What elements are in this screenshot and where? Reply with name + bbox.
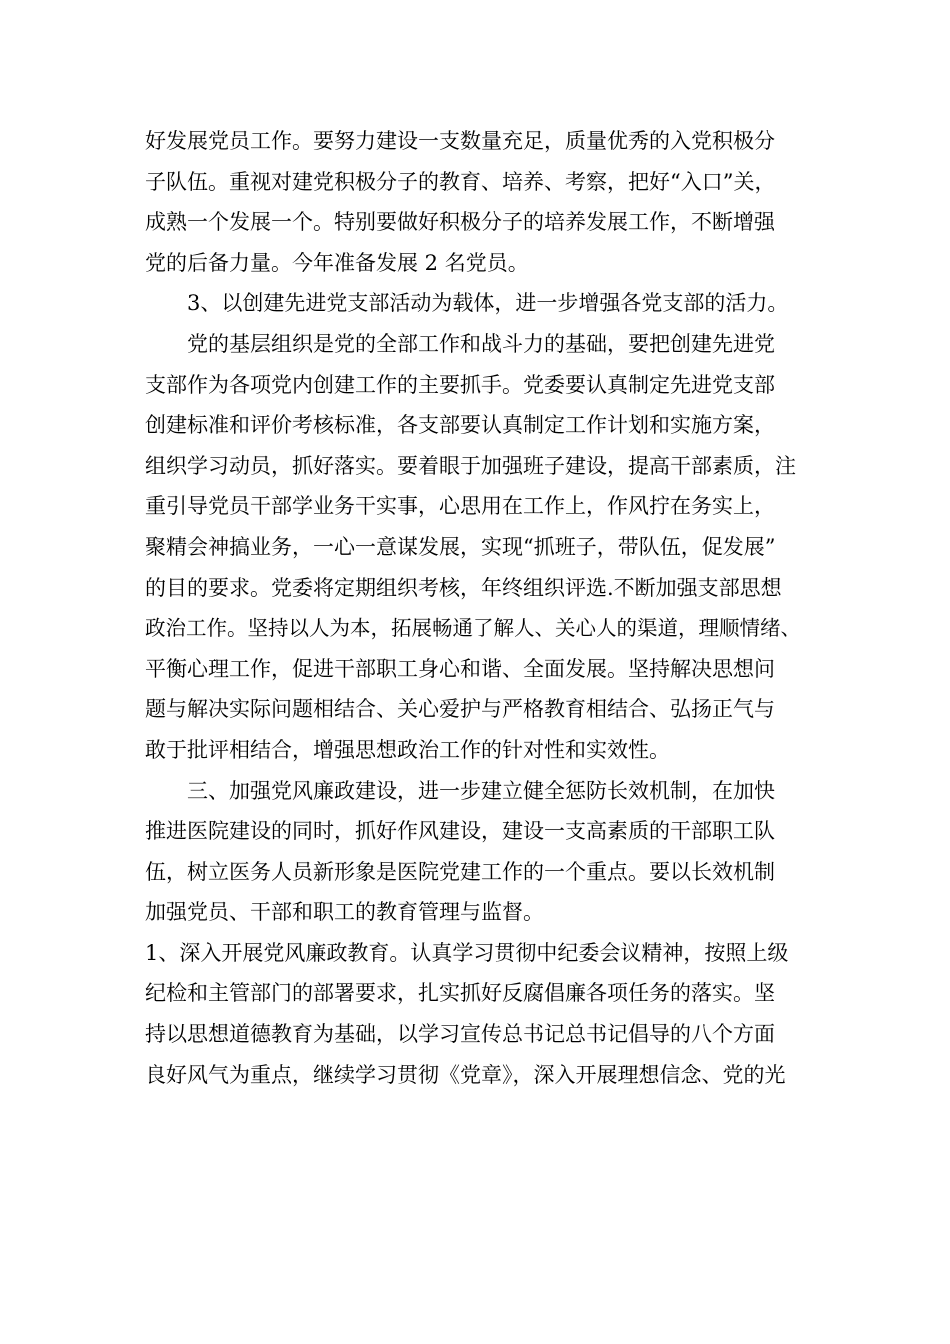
text-line: 聚精会神搞业务，一心一意谋发展，实现“抓班子，带队伍，促发展” bbox=[145, 534, 776, 559]
text-line: 推进医院建设的同时，抓好作风建设，建设一支高素质的干部职工队 bbox=[145, 819, 775, 844]
text-line: 政治工作。坚持以人为本，拓展畅通了解人、关心人的渠道，理顺情绪、 bbox=[145, 616, 801, 641]
text-line: 良好风气为重点，继续学习贯彻《党章》，深入开展理想信念、党的光 bbox=[145, 1062, 786, 1087]
section-heading: 3、以创建先进党支部活动为载体，进一步增强各党支部的活力。 bbox=[187, 291, 789, 316]
text-line: 题与解决实际问题相结合、关心爱护与严格教育相结合、弘扬正气与 bbox=[145, 697, 775, 722]
text-line: 持以思想道德教育为基础，以学习宣传总书记总书记倡导的八个方面 bbox=[145, 1022, 775, 1047]
text-line: 支部作为各项党内创建工作的主要抓手。党委要认真制定先进党支部 bbox=[145, 372, 775, 397]
text-line: 伍，树立医务人员新形象是医院党建工作的一个重点。要以长效机制 bbox=[145, 859, 775, 884]
text-line: 子队伍。重视对建党积极分子的教育、培养、考察，把好“入口”关， bbox=[145, 169, 776, 194]
text-line: 重引导党员干部学业务干实事，心思用在工作上，作风拧在务实上， bbox=[145, 494, 775, 519]
text-line: 成熟一个发展一个。特别要做好积极分子的培养发展工作，不断增强 bbox=[145, 210, 775, 235]
text-line: 平衡心理工作，促进干部职工身心和谐、全面发展。坚持解决思想问 bbox=[145, 656, 775, 681]
text-line: 党的基层组织是党的全部工作和战斗力的基础，要把创建先进党 bbox=[187, 331, 775, 356]
text-line: 创建标准和评价考核标准，各支部要认真制定工作计划和实施方案， bbox=[145, 413, 775, 438]
text-line: 纪检和主管部门的部署要求，扎实抓好反腐倡廉各项任务的落实。坚 bbox=[145, 981, 775, 1006]
text-line: 党的后备力量。今年准备发展 2 名党员。 bbox=[145, 250, 529, 275]
text-line: 组织学习动员，抓好落实。要着眼于加强班子建设，提高干部素质，注 bbox=[145, 453, 796, 478]
body-text bbox=[145, 121, 810, 1095]
section-heading: 1、深入开展党风廉政教育。认真学习贯彻中纪委会议精神，按照上级 bbox=[145, 940, 789, 965]
text-line: 敢于批评相结合，增强思想政治工作的针对性和实效性。 bbox=[145, 737, 670, 762]
text-line: 好发展党员工作。要努力建设一支数量充足，质量优秀的入党积极分 bbox=[145, 129, 775, 153]
text-line: 的目的要求。党委将定期组织考核，年终组织评选.不断加强支部思想 bbox=[145, 575, 782, 600]
text-line: 加强党员、干部和职工的教育管理与监督。 bbox=[145, 900, 544, 925]
section-heading: 三、加强党风廉政建设，进一步建立健全惩防长效机制，在加快 bbox=[187, 778, 775, 803]
